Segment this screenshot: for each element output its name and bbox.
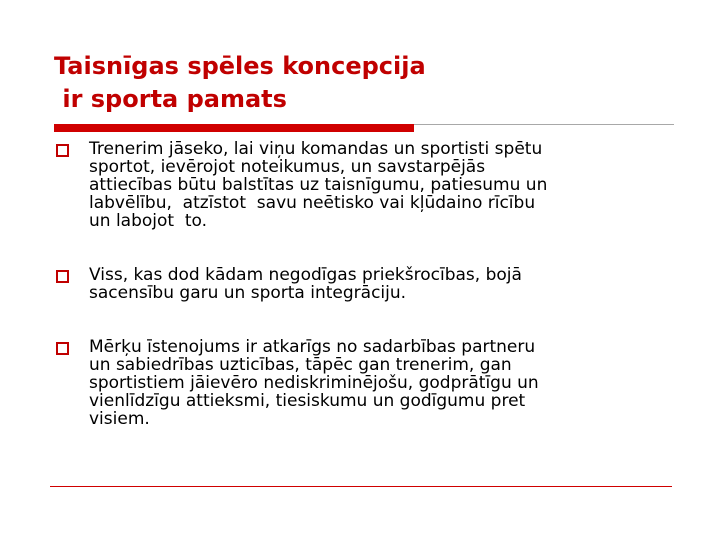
bullet-text-line: sportistiem jāievēro nediskriminējošu, godprātīgu un [89, 373, 539, 393]
bullet-text-line: vienlīdzīgu attieksmi, tiesiskumu un godīgumu pret [89, 391, 526, 411]
bullet-item [54, 140, 674, 230]
bullet-item [54, 266, 674, 302]
slide-title-line: Taisnīgas spēles koncepcija [54, 52, 426, 80]
bullet-text-line: un sabiedrības uzticības, tāpēc gan trenerim, gan [89, 355, 512, 375]
footer-divider-line [50, 486, 672, 487]
hollow-square-bullet-icon [56, 144, 69, 157]
bullet-text-line: sportot, ievērojot noteikumus, un savstarpējās [89, 157, 486, 177]
hollow-square-bullet-icon [56, 342, 69, 355]
bullet-text-line: labvēlību, atzīstot savu neētisko vai kļūdaino rīcību [89, 193, 536, 213]
bullet-text-line: Trenerim jāseko, lai viņu komandas un sportisti spētu [89, 139, 543, 159]
bullet-list [54, 140, 674, 428]
hollow-square-bullet-icon [56, 270, 69, 283]
bullet-text-line: visiem. [89, 409, 150, 429]
bullet-text-line: Mērķu īstenojums ir atkarīgs no sadarbības partneru [89, 337, 536, 357]
title-accent-bar [54, 124, 414, 132]
slide-title-line: ir sporta pamats [54, 85, 287, 113]
bullet-text-line: Viss, kas dod kādam negodīgas priekšrocības, bojā [89, 265, 522, 285]
bullet-text-line: sacensību garu un sporta integrāciju. [89, 283, 407, 303]
bullet-text-line: attiecības būtu balstītas uz taisnīgumu, patiesumu un [89, 175, 548, 195]
bullet-text-line: un labojot to. [89, 211, 208, 231]
slide-title [54, 50, 674, 116]
bullet-item [54, 338, 674, 428]
